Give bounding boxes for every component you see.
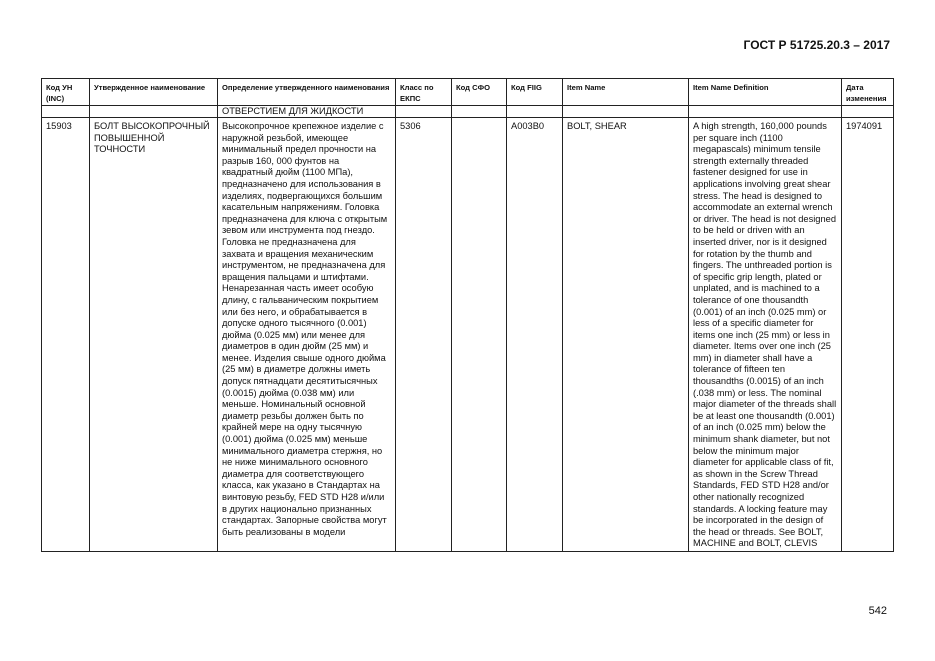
continuation-row xyxy=(42,106,894,118)
cell-fiig: A003B0 xyxy=(507,118,563,552)
continuation-text: ОТВЕРСТИЕМ ДЛЯ ЖИДКОСТИ xyxy=(218,106,396,118)
page-number: 542 xyxy=(868,605,887,617)
column-header-item-name-definition: Item Name Definition xyxy=(689,79,842,106)
column-header-change-date: Дата изменения xyxy=(842,79,894,106)
cell-definition: Высокопрочное крепежное изделие с наружной резьбой, имеющее минимальный предел прочности на разрыв 160, 000 фунтов на квадратный дюйм (1100 МПа), предназначено для использования в изделиях, подвергающихся большим касательным напряжениям. Головка предназначена для ключа с открытым зевом или инструмента под гнездо. Головка не предназначена для захвата и вращения механическим инструментом, не предназначена для вращения пальцами и штифтами. Ненарезанная часть имеет особую длину, с гальваническим покрытием или без него, и обрабатывается в допуске одного тысячного (0.001) дюйма (0.025 мм) или менее для диаметров в один дюйм (25 мм) и менее. Изделия свыше одного дюйма (25 мм) в диаметре должны иметь допуск пятнадцати десятитысячных (0.0015) дюйма (0.038 мм) или меньше. Номинальный основной диаметр резьбы должен быть по крайней мере на одну тысячную (0.001) дюйма (0.025 мм) меньше минимального диаметра стержня, но не ниже минимального основного диаметра для соответствующего класса, как указано в Стандартах на винтовую резьбу, FED STD H28 и/или в других национально признанных стандартах. Запорные свойства могут быть реализованы в модели xyxy=(218,118,396,552)
cell-approved-name: БОЛТ ВЫСОКОПРОЧНЫЙ ПОВЫШЕННОЙ ТОЧНОСТИ xyxy=(90,118,218,552)
column-header-definition: Определение утвержденного наименования xyxy=(218,79,396,106)
cell-sfo xyxy=(452,118,507,552)
column-header-sfo: Код СФО xyxy=(452,79,507,106)
standard-designation: ГОСТ Р 51725.20.3 – 2017 xyxy=(743,38,890,52)
column-header-item-name: Item Name xyxy=(563,79,689,106)
cell-item-name: BOLT, SHEAR xyxy=(563,118,689,552)
cell-item-name-definition: A high strength, 160,000 pounds per square inch (1100 megapascals) minimum tensile strength externally threaded fastener designed for use in applications involving great shear stress. The head is designed to accommodate an external wrench or driver. The head is not designed to be held or driven with an inserted driver, nor is it designed for rotation by the thumb and fingers. The unthreaded portion is of specific grip length, plated or unplated, and is machined to a tolerance of one thousandth (0.001) of an inch (0.025 mm) or less of a specific diameter for items one inch (25 mm) or less in diameter. Items over one inch (25 mm) in diameter shall have a tolerance of fifteen ten thousandths (0.0015) of an inch (.038 mm) or less. The nominal major diameter of the threads shall be at least one thousandth (0.001) of an inch (0.025 mm) below the minimum shank diameter, but not below the minimum major diameter for applicable class of fit, as shown in the Screw Thread Standards, FED STD H28 and/or other nationally recognized standards. A locking feature may be incorporated in the design of the head or threads. See BOLT, MACHINE and BOLT, CLEVIS xyxy=(689,118,842,552)
column-header-class: Класс по ЕКПС xyxy=(396,79,452,106)
column-header-fiig: Код FIIG xyxy=(507,79,563,106)
catalog-table xyxy=(41,78,894,552)
column-header-inc: Код УН (INC) xyxy=(42,79,90,106)
cell-class: 5306 xyxy=(396,118,452,552)
table-header-row xyxy=(42,79,894,106)
column-header-approved-name: Утвержденное наименование xyxy=(90,79,218,106)
cell-change-date: 1974091 xyxy=(842,118,894,552)
table-row xyxy=(42,118,894,552)
cell-inc: 15903 xyxy=(42,118,90,552)
